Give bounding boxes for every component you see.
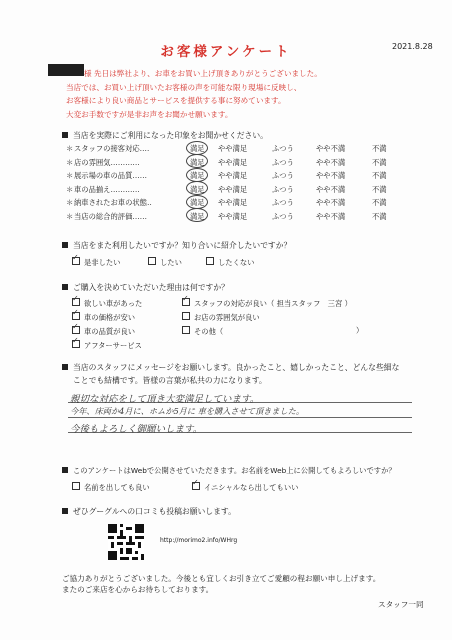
selection-circle-icon — [186, 208, 208, 222]
option-neutral[interactable]: ふつう — [272, 157, 294, 167]
selection-circle-icon — [186, 141, 208, 155]
checkbox-checked-icon[interactable] — [72, 326, 80, 334]
ruled-line — [68, 417, 412, 418]
option-satisfied[interactable]: 満足 — [190, 171, 205, 180]
q3-option[interactable] — [72, 298, 142, 309]
checkbox-icon[interactable] — [182, 326, 190, 334]
option-somewhat-satisfied[interactable]: やや満足 — [218, 171, 248, 180]
q2-option[interactable] — [148, 257, 182, 268]
q5-option[interactable] — [192, 482, 298, 493]
message-box[interactable] — [66, 391, 416, 451]
bullet-square-icon — [62, 242, 68, 248]
q3-option[interactable] — [182, 312, 260, 323]
q2-option-label: 是非したい — [84, 258, 121, 267]
option-dissatisfied[interactable]: 不満 — [372, 211, 387, 221]
bullet-square-icon — [62, 467, 68, 473]
rating-row-label: スタッフの接客対応‥‥ — [74, 144, 150, 153]
option-somewhat-dissatisfied[interactable]: やや不満 — [316, 198, 346, 207]
q2-option[interactable] — [206, 257, 254, 268]
q3-option[interactable] — [72, 340, 142, 351]
rating-row-label: 車の品揃え‥‥‥‥‥‥ — [74, 184, 140, 194]
checkbox-icon[interactable] — [148, 257, 156, 265]
checkbox-checked-icon[interactable] — [192, 482, 200, 490]
closing-line: ご協力ありがとうございました。今後とも宜しくお引き立てご愛顧の程お願い申し上げます。 — [62, 574, 381, 583]
q3-option[interactable] — [72, 326, 135, 337]
q3-option-label: アフターサービス — [84, 341, 142, 350]
q6-heading — [62, 506, 236, 517]
q3-option-label: お店の雰囲気が良い — [194, 313, 260, 322]
rating-row-label: 展示場の車の品質‥‥‥ — [74, 171, 147, 180]
rating-row-label: 当店の総合的評価‥‥‥ — [74, 211, 147, 221]
q3-heading — [62, 282, 229, 293]
q5-heading — [62, 466, 396, 476]
q5-title: このアンケートはWebで公開させていただきます。お名前をWeb上に公開してもよろしいですか？ — [73, 466, 396, 475]
closing-text — [62, 573, 380, 595]
option-somewhat-satisfied[interactable]: やや満足 — [218, 144, 248, 153]
q3-option-label: 車の価格が安い — [84, 313, 136, 322]
q3-option-label: その他（ — [194, 327, 224, 336]
greeting-line: お客様により良い商品とサービスを提供する事に努めています。 — [66, 96, 286, 106]
checkbox-checked-icon[interactable] — [72, 257, 80, 265]
option-somewhat-dissatisfied[interactable]: やや不満 — [316, 157, 346, 167]
closing-line: またのご来店を心からお待ちしております。 — [62, 585, 214, 594]
q2-option-label: したくない — [218, 258, 255, 267]
option-somewhat-dissatisfied[interactable]: やや不満 — [316, 144, 346, 153]
q2-option-label: したい — [160, 258, 182, 267]
option-neutral[interactable]: ふつう — [272, 211, 294, 221]
q3-option-label: 車の品質が良い — [84, 327, 136, 336]
checkbox-icon[interactable] — [206, 257, 214, 265]
review-url-link[interactable]: http://morimo2.info/WHrg — [160, 537, 238, 544]
selection-circle-icon — [186, 195, 208, 209]
option-somewhat-satisfied[interactable]: やや満足 — [218, 211, 248, 221]
q5-option[interactable] — [72, 482, 150, 493]
option-dissatisfied[interactable]: 不満 — [372, 171, 387, 180]
handwritten-message-line: 今後もよろしく御願いします。 — [70, 424, 203, 435]
checkbox-icon[interactable] — [182, 312, 190, 320]
checkbox-checked-icon[interactable] — [182, 298, 190, 306]
q1-heading — [62, 130, 268, 141]
survey-date: 2021.8.28 — [392, 42, 433, 51]
q3-title: ご購入を決めていただいた理由は何ですか？ — [73, 283, 229, 292]
checkbox-icon[interactable] — [72, 482, 80, 490]
handwritten-message-line: 親切な対応をして頂き大変満足しています。 — [70, 394, 260, 405]
option-dissatisfied[interactable]: 不満 — [372, 157, 387, 167]
option-somewhat-satisfied[interactable]: やや満足 — [218, 198, 248, 207]
rating-row-label: 納車されたお車の状態‥ — [74, 198, 152, 207]
q2-heading — [62, 240, 291, 251]
signature: スタッフ一同 — [378, 600, 424, 609]
q3-option[interactable] — [182, 326, 223, 337]
q2-title: 当店をまた利用したいですか？知り合いに紹介したいですか？ — [73, 241, 292, 250]
handwritten-message-line: 今年、床両か4月に、ホムか5月に 車を購入させて頂きました。 — [70, 406, 305, 416]
option-satisfied[interactable]: 満足 — [190, 184, 205, 194]
q4-title-line: ことでも結構です。皆様の言葉が私共の力になります。 — [73, 376, 267, 385]
qr-code-icon[interactable] — [108, 524, 144, 560]
option-somewhat-dissatisfied[interactable]: やや不満 — [316, 211, 346, 221]
q1-title: 当店を実際にご利用になった印象をお聞かせください。 — [73, 131, 268, 140]
q5-option-label: イニシャルなら出してもいい — [204, 483, 299, 492]
selection-circle-icon — [186, 181, 208, 195]
asterisk-icon: ＊ — [66, 171, 74, 180]
option-satisfied[interactable]: 満足 — [190, 198, 205, 207]
q5-option-label: 名前を出しても良い — [84, 483, 150, 492]
greeting-text — [66, 67, 322, 121]
bullet-square-icon — [62, 132, 68, 138]
checkbox-checked-icon[interactable] — [72, 312, 80, 320]
option-neutral[interactable]: ふつう — [272, 198, 294, 207]
q3-option-label: スタッフの対応が良い（ 担当スタッフ 三宮 ） — [194, 299, 352, 308]
asterisk-icon: ＊ — [66, 198, 74, 207]
q3-option-label: 欲しい車があった — [84, 299, 143, 308]
option-satisfied[interactable]: 満足 — [190, 211, 205, 221]
q2-option[interactable] — [72, 257, 120, 268]
option-somewhat-satisfied[interactable]: やや満足 — [218, 184, 248, 194]
option-dissatisfied[interactable]: 不満 — [372, 198, 387, 207]
checkbox-checked-icon[interactable] — [72, 298, 80, 306]
page-title: お客様アンケート — [160, 44, 292, 60]
rating-row-label: 店の雰囲気‥‥‥‥‥‥ — [74, 157, 140, 167]
greeting-line: 様 先日は弊社より、お車をお買い上げ頂きありがとうございました。 — [84, 69, 322, 78]
asterisk-icon: ＊ — [66, 144, 74, 153]
option-dissatisfied[interactable]: 不満 — [372, 144, 387, 153]
asterisk-icon: ＊ — [66, 184, 74, 194]
option-somewhat-dissatisfied[interactable]: やや不満 — [316, 184, 346, 194]
option-satisfied[interactable]: 満足 — [190, 157, 205, 167]
asterisk-icon: ＊ — [66, 157, 74, 167]
option-somewhat-dissatisfied[interactable]: やや不満 — [316, 171, 346, 180]
bullet-square-icon — [62, 284, 68, 290]
q3-option[interactable] — [182, 298, 352, 309]
option-dissatisfied[interactable]: 不満 — [372, 184, 387, 194]
option-satisfied[interactable]: 満足 — [190, 144, 205, 153]
q4-title-line: 当店のスタッフにメッセージをお願いします。良かったこと、嬉しかったこと、どんな些細な — [73, 363, 400, 372]
checkbox-checked-icon[interactable] — [72, 340, 80, 348]
option-neutral[interactable]: ふつう — [272, 144, 294, 153]
option-neutral[interactable]: ふつう — [272, 184, 294, 194]
asterisk-icon: ＊ — [66, 211, 74, 221]
q3-other-close-paren: ） — [356, 326, 364, 335]
selection-circle-icon — [186, 154, 208, 168]
q4-heading — [62, 362, 399, 373]
q3-option[interactable] — [72, 312, 135, 323]
bullet-square-icon — [62, 508, 68, 514]
greeting-line: 大変お手数ですが是非お声をお聞かせ願います。 — [66, 109, 233, 119]
bullet-square-icon — [62, 364, 68, 370]
option-neutral[interactable]: ふつう — [272, 171, 294, 180]
option-somewhat-satisfied[interactable]: やや満足 — [218, 157, 248, 167]
q6-title: ぜひグーグルへの口コミも投稿お願いします。 — [73, 507, 236, 516]
selection-circle-icon — [186, 168, 208, 182]
greeting-line: 当店では、お買い上げ頂いたお客様の声を可能な限り現場に反映し、 — [66, 82, 302, 92]
